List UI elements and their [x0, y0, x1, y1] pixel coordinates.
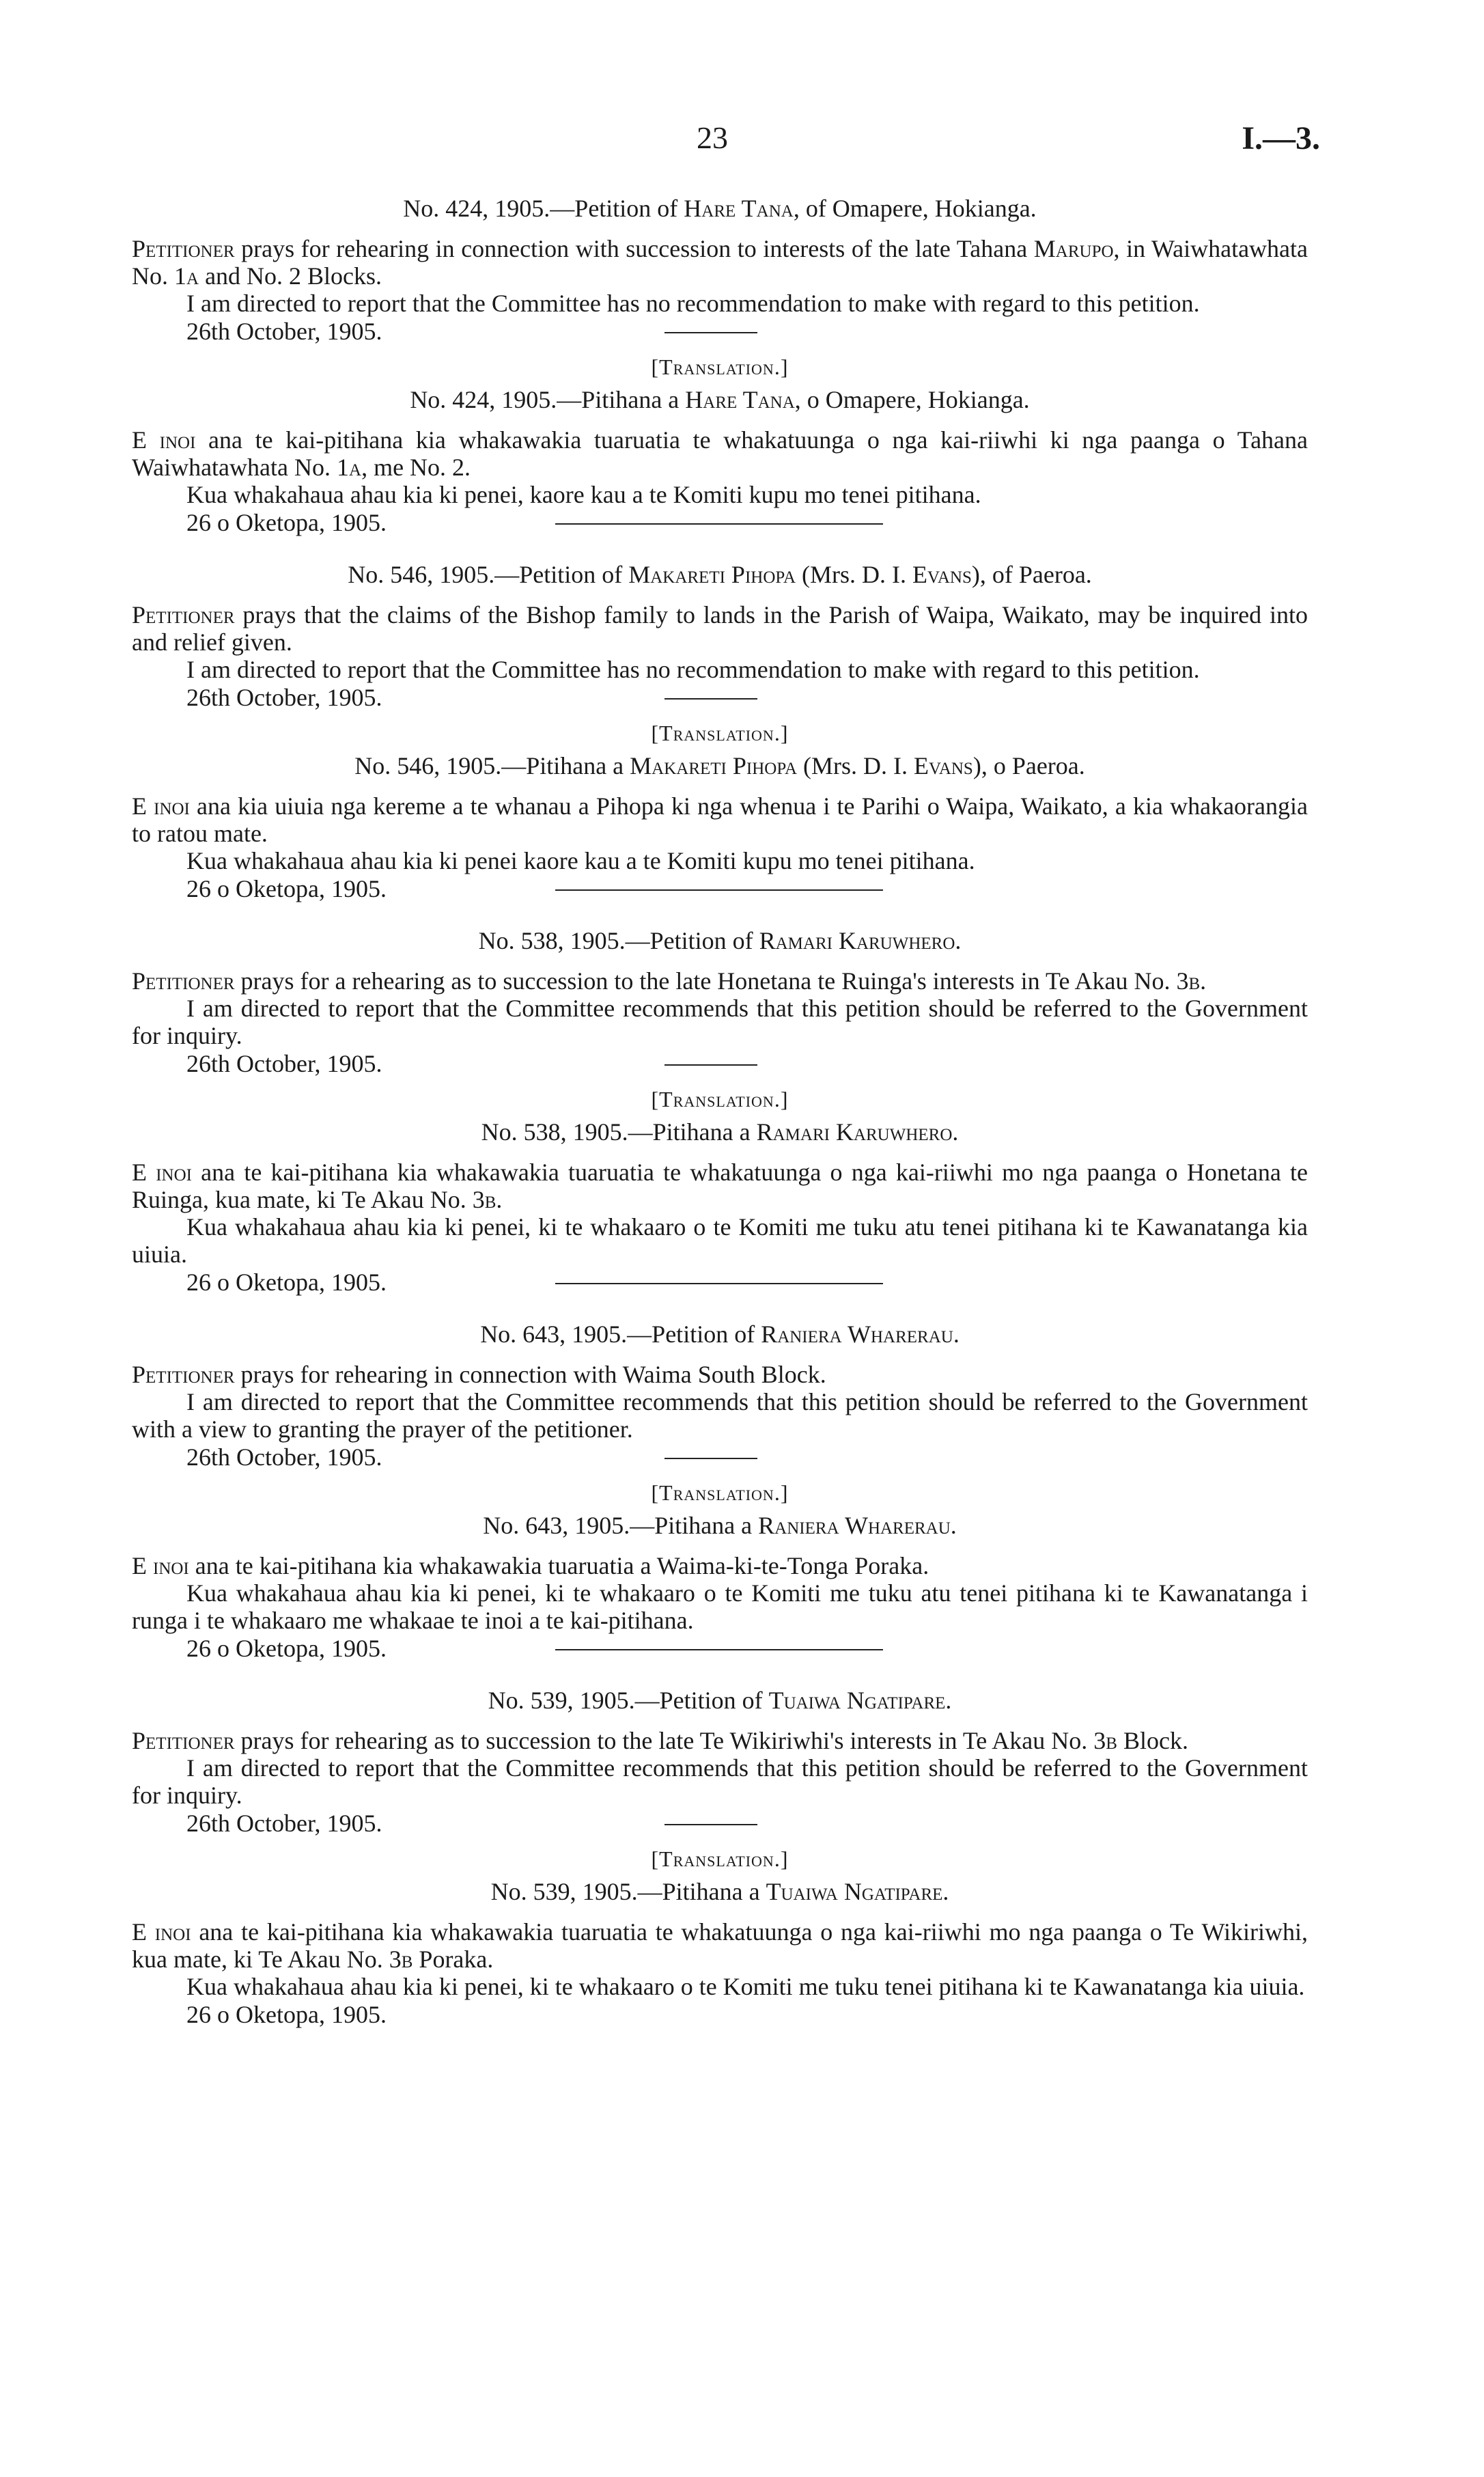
- petition-section-539: [132, 1686, 1308, 2029]
- translation-prayer: E inoi ana te kai-pitihana kia whakawakia tuaruatia a Waima-ki-te-Tonga Poraka.: [132, 1552, 929, 1579]
- committee-report: I am directed to report that the Committee recommends that this petition should be referred to the Government for inquiry.: [132, 1754, 1308, 1809]
- divider: [664, 332, 757, 333]
- divider: [664, 1064, 757, 1066]
- divider: [664, 1824, 757, 1825]
- petition-prayer: Petitioner prays for rehearing in connection with succession to interests of the late Tahana Marupo, in Waiwhatawhata No. 1a and No. 2 Blocks.: [132, 235, 1308, 290]
- translation-label: [Translation.]: [651, 355, 789, 379]
- translation-report: Kua whakahaua ahau kia ki penei, kaore kau a te Komiti kupu mo tenei pitihana.: [186, 481, 981, 508]
- translation-date: 26 o Oketopa, 1905.: [186, 1635, 387, 1662]
- committee-report: I am directed to report that the Committee recommends that this petition should be referred to the Government with a view to granting the prayer of the petitioner.: [132, 1388, 1308, 1443]
- translation-report: Kua whakahaua ahau kia ki penei, ki te whakaaro o te Komiti me tuku atu tenei pitihana ki te Kawanatanga kia uiuia.: [132, 1213, 1308, 1268]
- document-body: [132, 194, 1308, 2029]
- divider: [664, 1458, 757, 1459]
- translation-date: 26 o Oketopa, 1905.: [186, 1269, 387, 1296]
- petition-section-546: [132, 560, 1308, 902]
- committee-report: I am directed to report that the Committee has no recommendation to make with regard to this petition.: [186, 290, 1200, 317]
- translation-prayer: E inoi ana te kai-pitihana kia whakawakia tuaruatia te whakatuunga o nga kai-riiwhi mo nga paanga o Te Wikiriwhi, kua mate, ki Te Akau No. 3b Poraka.: [132, 1918, 1308, 1973]
- petition-title: No. 424, 1905.—Petition of Hare Tana, of Omapere, Hokianga.: [403, 195, 1037, 222]
- petition-prayer: Petitioner prays that the claims of the Bishop family to lands in the Parish of Waipa, Waikato, may be inquired into and relief given.: [132, 601, 1308, 656]
- translation-date: 26 o Oketopa, 1905.: [186, 509, 387, 536]
- translation-title: No. 546, 1905.—Pitihana a Makareti Pihopa (Mrs. D. I. Evans), o Paeroa.: [354, 752, 1085, 779]
- petition-title: No. 539, 1905.—Petition of Tuaiwa Ngatipare.: [488, 1687, 952, 1714]
- translation-report: Kua whakahaua ahau kia ki penei, ki te whakaaro o te Komiti me tuku tenei pitihana ki te Kawanatanga kia uiuia.: [186, 1973, 1305, 2000]
- petition-title: No. 546, 1905.—Petition of Makareti Pihopa (Mrs. D. I. Evans), of Paeroa.: [348, 561, 1092, 588]
- translation-label: [Translation.]: [651, 1846, 789, 1871]
- committee-report: I am directed to report that the Committee recommends that this petition should be referred to the Government for inquiry.: [132, 995, 1308, 1049]
- petition-section-538: [132, 926, 1308, 1296]
- document-reference: I.—3.: [1242, 120, 1320, 156]
- petition-section-424: [132, 194, 1308, 536]
- translation-title: No. 539, 1905.—Pitihana a Tuaiwa Ngatipare.: [490, 1878, 949, 1905]
- translation-title: No. 538, 1905.—Pitihana a Ramari Karuwhero.: [481, 1118, 959, 1146]
- divider: [664, 698, 757, 700]
- translation-report: Kua whakahaua ahau kia ki penei, ki te whakaaro o te Komiti me tuku atu tenei pitihana ki te Kawanatanga i runga i te whakaaro me whakaae te inoi a te kai-pitihana.: [132, 1579, 1308, 1634]
- petition-prayer: Petitioner prays for rehearing in connection with Waima South Block.: [132, 1361, 826, 1388]
- petition-prayer: Petitioner prays for a rehearing as to succession to the late Honetana te Ruinga's interests in Te Akau No. 3b.: [132, 967, 1207, 995]
- petition-prayer: Petitioner prays for rehearing as to succession to the late Te Wikiriwhi's interests in Te Akau No. 3b Block.: [132, 1727, 1188, 1754]
- report-date: 26th October, 1905.: [186, 1050, 382, 1077]
- report-date: 26th October, 1905.: [186, 1443, 382, 1471]
- report-date: 26th October, 1905.: [186, 684, 382, 711]
- translation-label: [Translation.]: [651, 1087, 789, 1111]
- petition-section-643: [132, 1320, 1308, 1662]
- report-date: 26th October, 1905.: [186, 1810, 382, 1837]
- petition-title: No. 538, 1905.—Petition of Ramari Karuwhero.: [478, 927, 962, 954]
- translation-title: No. 643, 1905.—Pitihana a Raniera Wharerau.: [483, 1512, 957, 1539]
- translation-prayer: E inoi ana kia uiuia nga kereme a te whanau a Pihopa ki nga whenua i te Parihi o Waipa, Waikato, a kia whakaorangia to ratou mate.: [132, 792, 1308, 847]
- translation-prayer: E inoi ana te kai-pitihana kia whakawakia tuaruatia te whakatuunga o nga kai-riiwhi mo nga paanga o Honetana te Ruinga, kua mate, ki Te Akau No. 3b.: [132, 1159, 1308, 1213]
- page-number: 23: [697, 120, 728, 155]
- petition-title: No. 643, 1905.—Petition of Raniera Wharerau.: [480, 1320, 960, 1348]
- translation-prayer: E inoi ana te kai-pitihana kia whakawakia tuaruatia te whakatuunga o nga kai-riiwhi ki nga paanga o Tahana Waiwhatawhata No. 1a, me No. 2.: [132, 426, 1308, 481]
- translation-title: No. 424, 1905.—Pitihana a Hare Tana, o Omapere, Hokianga.: [410, 386, 1030, 413]
- translation-label: [Translation.]: [651, 721, 789, 745]
- translation-report: Kua whakahaua ahau kia ki penei kaore kau a te Komiti kupu mo tenei pitihana.: [186, 847, 975, 874]
- page-header: [0, 120, 1484, 161]
- committee-report: I am directed to report that the Committee has no recommendation to make with regard to this petition.: [186, 656, 1200, 683]
- translation-date: 26 o Oketopa, 1905.: [186, 875, 387, 902]
- translation-label: [Translation.]: [651, 1480, 789, 1505]
- report-date: 26th October, 1905.: [186, 318, 382, 345]
- translation-date: 26 o Oketopa, 1905.: [186, 2001, 387, 2028]
